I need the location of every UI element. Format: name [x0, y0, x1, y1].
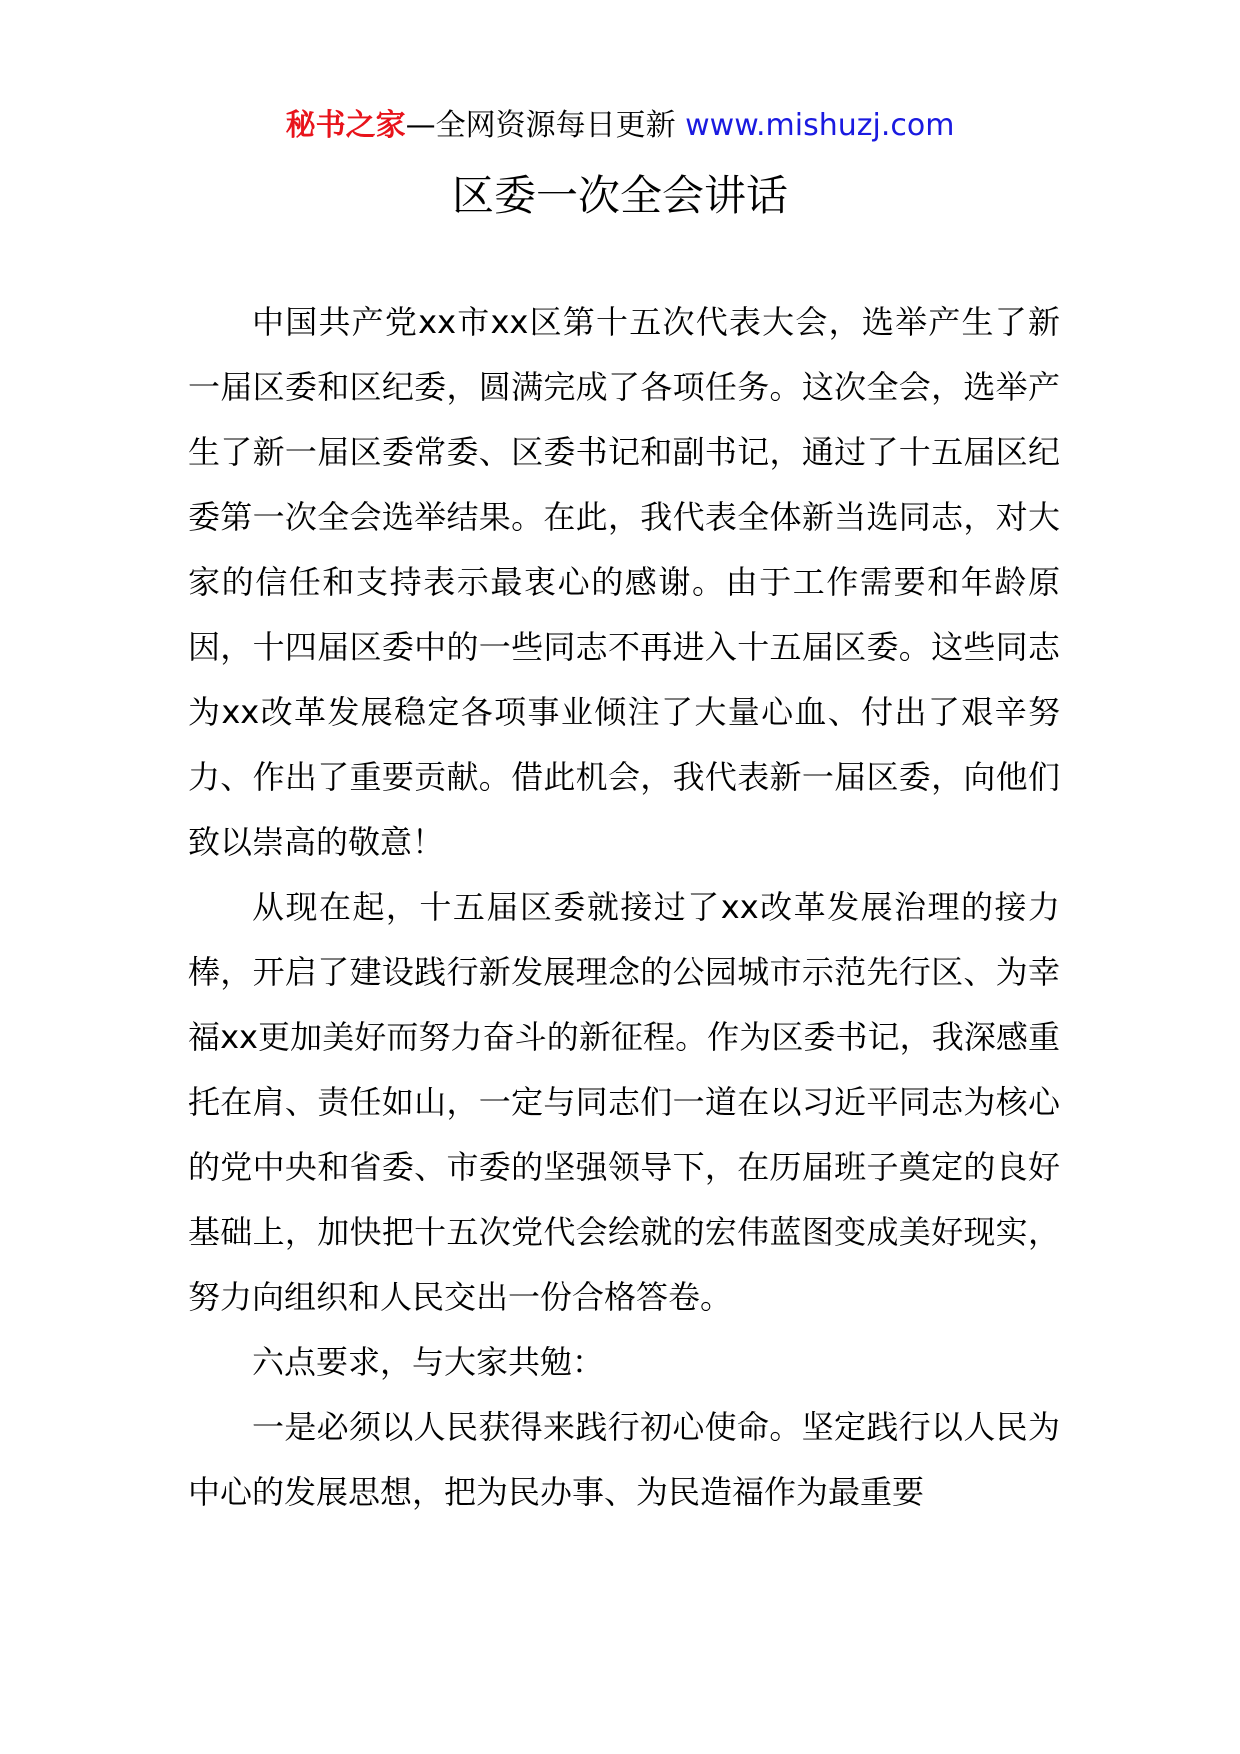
paragraph-3: 六点要求，与大家共勉：	[252, 1343, 605, 1381]
site-slogan: —全网资源每日更新	[405, 108, 676, 143]
site-header	[0, 104, 1240, 148]
site-url-link[interactable]: www.mishuzj.com	[685, 108, 955, 143]
paragraph-1: 中国共产党xx市xx区第十五次代表大会，选举产生了新一届区委和区纪委，圆满完成了各项任务。这次全会，选举产生了新一届区委常委、区委书记和副书记，通过了十五届区纪委第一次全会选举结果。在此，我代表全体新当选同志，对大家的信任和支持表示最衷心的感谢。由于工作需要和年龄原因，十四届区委中的一些同志不再进入十五届区委。这些同志为xx改革发展稳定各项事业倾注了大量心血、付出了艰辛努力、作出了重要贡献。借此机会，我代表新一届区委，向他们致以崇高的敬意！	[188, 303, 1060, 861]
paragraph-2: 从现在起，十五届区委就接过了xx改革发展治理的接力棒，开启了建设践行新发展理念的公园城市示范先行区、为幸福xx更加美好而努力奋斗的新征程。作为区委书记，我深感重托在肩、责任如山，一定与同志们一道在以习近平同志为核心的党中央和省委、市委的坚强领导下，在历届班子奠定的良好基础上，加快把十五次党代会绘就的宏伟蓝图变成美好现实，努力向组织和人民交出一份合格答卷。	[188, 888, 1060, 1316]
document-body	[188, 290, 1060, 1525]
document-title: 区委一次全会讲话	[451, 171, 788, 220]
paragraph-4: 一是必须以人民获得来践行初心使命。坚定践行以人民为中心的发展思想，把为民办事、为民造福作为最重要	[188, 1408, 1060, 1511]
brand-name: 秘书之家	[285, 108, 406, 143]
